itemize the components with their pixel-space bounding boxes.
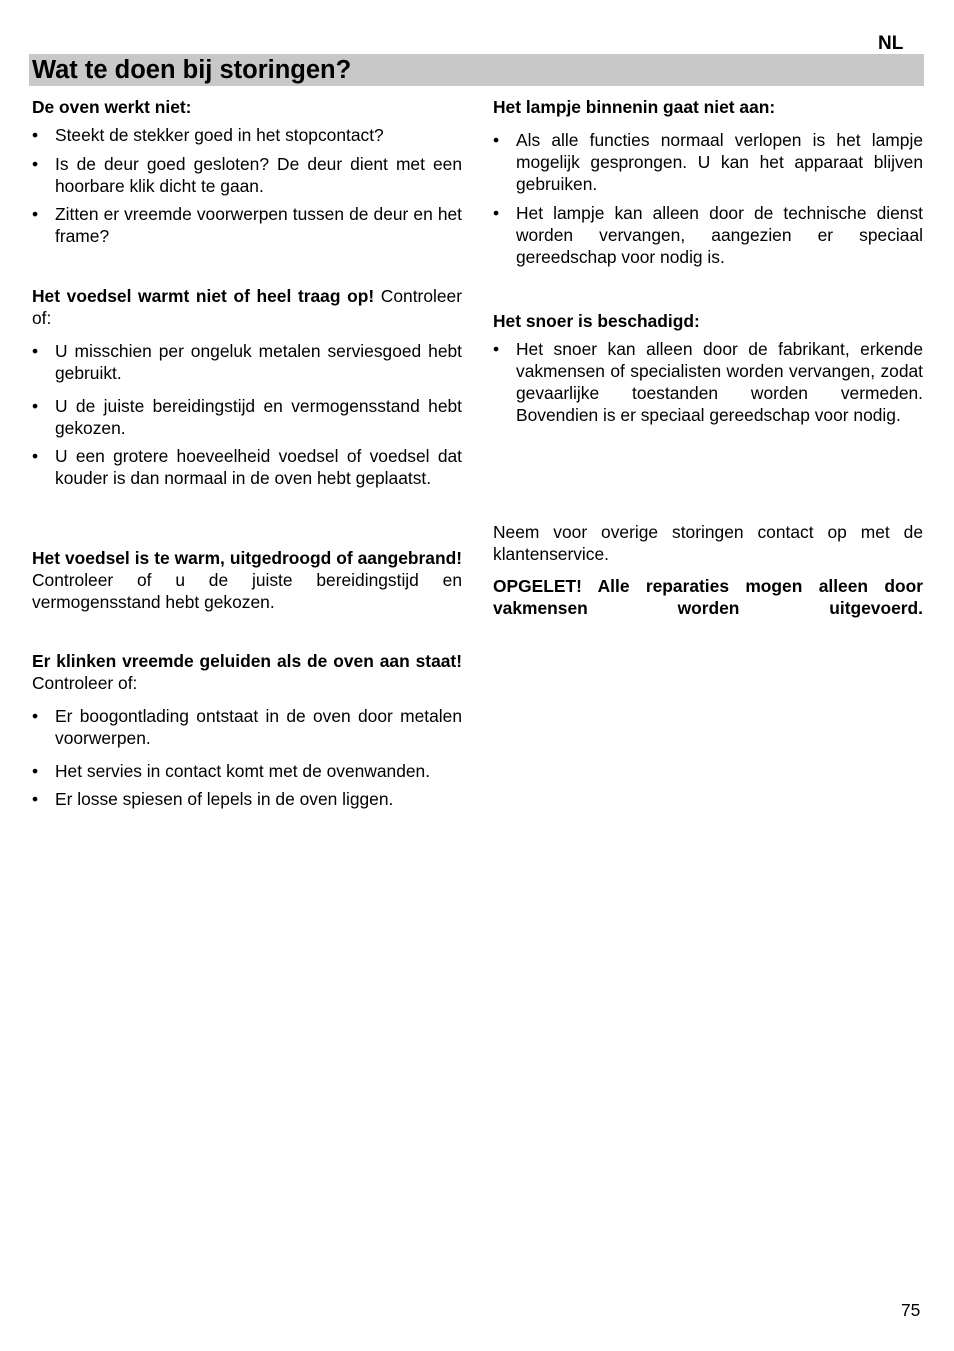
list-item-text: Steekt de stekker goed in het stopcontact? — [55, 125, 384, 145]
list-item — [493, 202, 923, 268]
section-lamp-not-on — [493, 96, 923, 268]
list-item — [32, 445, 462, 489]
list-item — [493, 129, 923, 195]
bullet-icon: • — [32, 706, 39, 726]
list-item — [32, 788, 462, 810]
bullet-icon: • — [493, 339, 500, 359]
page-title: Wat te doen bij storingen? — [32, 56, 352, 84]
bullet-icon: • — [32, 446, 39, 466]
section-heading: Het voedsel warmt niet of heel traag op! — [32, 286, 375, 306]
list-item — [32, 705, 462, 749]
list-item-text: Het snoer kan alleen door de fabrikant, erkende vakmensen of specialisten worden vervangen, zodat gevaarlijke toestanden worden vermeden. Bovendien is er speciaal gereedschap voor nodig. — [516, 339, 923, 425]
language-label: NL — [878, 33, 904, 54]
section-food-too-warm — [32, 547, 462, 613]
paragraph-text: Controleer of: — [32, 286, 462, 328]
list-item — [493, 338, 923, 426]
section-cord-damaged — [493, 310, 923, 426]
list-item-text: Zitten er vreemde voorwerpen tussen de deur en het frame? — [55, 204, 462, 246]
bullet-list — [32, 124, 462, 247]
bullet-icon: • — [32, 154, 39, 174]
section-strange-noises — [32, 650, 462, 810]
bullet-icon: • — [32, 396, 39, 416]
bullet-icon: • — [32, 789, 39, 809]
section-heading: Het snoer is beschadigd: — [493, 311, 700, 331]
section-other-faults — [493, 521, 923, 619]
bullet-icon: • — [32, 761, 39, 781]
list-item-text: Als alle functies normaal verlopen is het lampje mogelijk gesprongen. U kan het apparaat blijven gebruiken. — [516, 130, 923, 194]
list-item — [32, 153, 462, 197]
list-item — [32, 340, 462, 384]
bullet-icon: • — [493, 203, 500, 223]
list-item-text: U misschien per ongeluk metalen serviesgoed hebt gebruikt. — [55, 341, 462, 383]
section-paragraph — [32, 650, 462, 694]
section-heading: De oven werkt niet: — [32, 97, 192, 117]
service-paragraph: Neem voor overige storingen contact op met de klantenservice. — [493, 522, 923, 564]
paragraph-text: Controleer of u de juiste bereidingstijd en vermogensstand hebt gekozen. — [32, 570, 462, 612]
warning-paragraph: OPGELET! Alle reparaties mogen alleen door vakmensen worden uitgevoerd. — [493, 576, 923, 618]
section-oven-not-working — [32, 96, 462, 247]
list-item — [32, 203, 462, 247]
list-item — [32, 760, 462, 782]
bullet-icon: • — [493, 130, 500, 150]
list-item-text: Het servies in contact komt met de ovenwanden. — [55, 761, 431, 781]
bullet-list — [493, 338, 923, 426]
bullet-icon: • — [32, 125, 39, 145]
page-number: 75 — [901, 1300, 921, 1320]
list-item-text: U de juiste bereidingstijd en vermogensstand hebt gekozen. — [55, 396, 462, 438]
list-item-text: Er losse spiesen of lepels in de oven liggen. — [55, 789, 394, 809]
bullet-list — [32, 340, 462, 489]
bullet-list — [32, 705, 462, 810]
title-bar — [29, 54, 924, 86]
section-heading: Het lampje binnenin gaat niet aan: — [493, 97, 776, 117]
list-item — [32, 395, 462, 439]
bullet-icon: • — [32, 204, 39, 224]
bullet-icon: • — [32, 341, 39, 361]
list-item — [32, 124, 462, 146]
list-item-text: U een grotere hoeveelheid voedsel of voedsel dat kouder is dan normaal in de oven hebt geplaatst. — [55, 446, 462, 488]
section-heading: Het voedsel is te warm, uitgedroogd of aangebrand! — [32, 548, 462, 568]
paragraph-text: Controleer of: — [32, 673, 138, 693]
section-food-not-warming — [32, 285, 462, 489]
section-heading: Er klinken vreemde geluiden als de oven aan staat! — [32, 651, 462, 671]
section-paragraph — [32, 285, 462, 329]
list-item-text: Is de deur goed gesloten? De deur dient met een hoorbare klik dicht te gaan. — [55, 154, 462, 196]
list-item-text: Er boogontlading ontstaat in de oven door metalen voorwerpen. — [55, 706, 462, 748]
bullet-list — [493, 129, 923, 268]
section-paragraph — [32, 547, 462, 613]
list-item-text: Het lampje kan alleen door de technische dienst worden vervangen, aangezien er speciaal gereedschap voor nodig is. — [516, 203, 923, 267]
